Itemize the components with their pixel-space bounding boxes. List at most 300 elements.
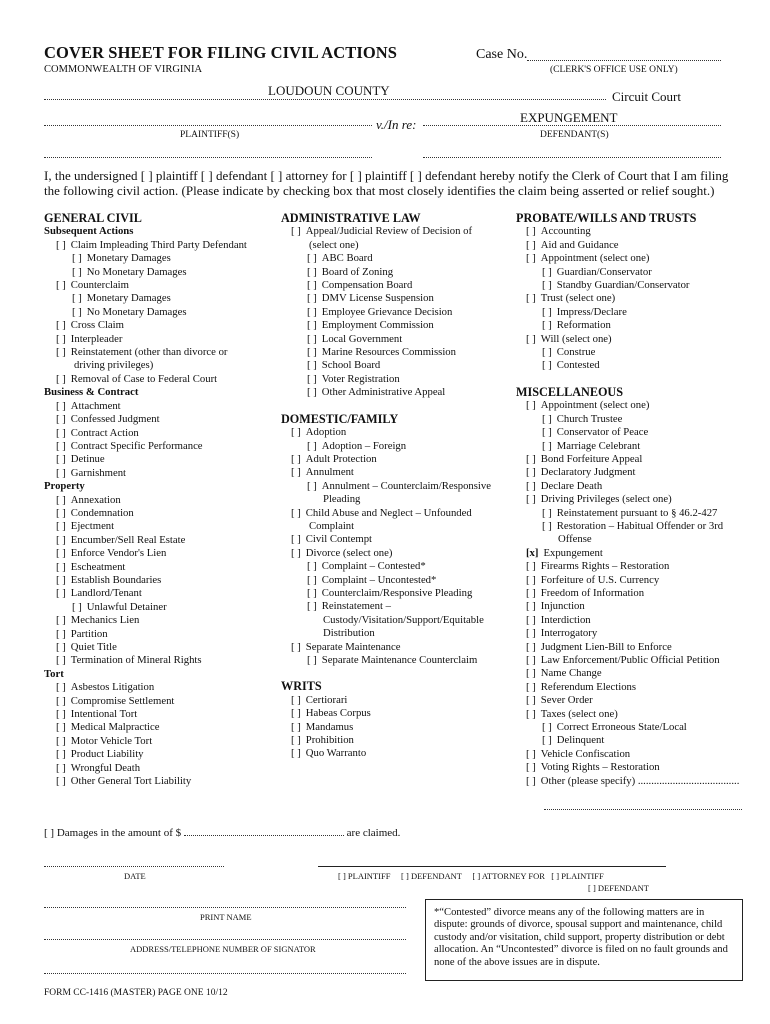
checkbox[interactable]: [ ] [56, 775, 66, 788]
checkbox-option[interactable] [281, 600, 516, 613]
checkbox-option[interactable] [516, 694, 751, 707]
option-label: Custody/Visitation/Support/Equitable [323, 613, 484, 626]
section-heading: MISCELLANEOUS [516, 384, 624, 399]
option-label: Counterclaim [70, 279, 129, 292]
checkbox[interactable]: [ ] [526, 680, 536, 693]
checkbox-option[interactable] [44, 239, 274, 252]
checkbox-option[interactable] [44, 440, 274, 453]
checkbox-option[interactable] [516, 507, 751, 520]
checkbox[interactable]: [ ] [542, 426, 552, 439]
checkbox[interactable]: [ ] [307, 332, 317, 345]
checkbox[interactable]: [ ] [56, 761, 66, 774]
option-continuation [44, 359, 274, 372]
checkbox[interactable]: [ ] [542, 519, 552, 532]
damages-amount-field[interactable] [184, 835, 344, 836]
checkbox[interactable]: [ ] [56, 453, 66, 466]
checkbox-option[interactable] [281, 734, 516, 747]
checkbox-option[interactable] [44, 641, 274, 654]
option-label: Vehicle Confiscation [540, 747, 631, 760]
option-label: Establish Boundaries [70, 573, 162, 586]
option-label: School Board [321, 359, 381, 372]
checkbox-option[interactable] [516, 547, 751, 560]
checkbox-option[interactable] [281, 386, 516, 399]
checkbox-option[interactable] [44, 762, 274, 775]
option-label: Reinstatement – [321, 600, 391, 613]
checkbox-option[interactable] [281, 694, 516, 707]
checkbox[interactable]: [ ] [307, 346, 317, 359]
checkbox[interactable]: [ ] [542, 319, 552, 332]
checkbox-option[interactable] [516, 346, 751, 359]
checkbox[interactable]: [ ] [307, 372, 317, 385]
checkbox[interactable]: [ ] [56, 748, 66, 761]
checkbox[interactable]: [ ] [291, 225, 301, 238]
option-label: Prohibition [305, 734, 354, 747]
checkbox[interactable]: [ ] [72, 292, 82, 305]
checkbox[interactable]: [ ] [72, 600, 82, 613]
plaintiff-field[interactable] [44, 125, 372, 126]
checkbox-option[interactable] [516, 748, 751, 761]
checkbox[interactable]: [ ] [307, 386, 317, 399]
checkbox-option[interactable] [44, 748, 274, 761]
checkbox-option[interactable] [516, 520, 751, 533]
checkbox-option[interactable] [281, 574, 516, 587]
option-label: Reinstatement (other than divorce or [70, 346, 228, 359]
option-label: Confessed Judgment [70, 413, 160, 426]
checkbox[interactable]: [ ] [307, 319, 317, 332]
option-label: Other Administrative Appeal [321, 386, 446, 399]
option-label: Attachment [70, 399, 121, 412]
option-label: Board of Zoning [321, 265, 394, 278]
checkbox[interactable]: [ ] [56, 681, 66, 694]
option-label: No Monetary Damages [86, 265, 187, 278]
checkbox-option[interactable] [44, 520, 274, 533]
option-label: Construe [556, 346, 596, 359]
checkbox-option[interactable] [44, 735, 274, 748]
checkbox[interactable]: [ ] [526, 694, 536, 707]
checkbox[interactable]: [ ] [291, 546, 301, 559]
subsection-heading: Tort [44, 667, 64, 680]
checkbox-option[interactable] [516, 560, 751, 573]
checkbox-option[interactable] [516, 239, 751, 252]
checkbox[interactable]: [ ] [526, 586, 536, 599]
checkbox-option[interactable] [516, 667, 751, 680]
checkbox-option[interactable] [44, 775, 274, 788]
checkbox[interactable]: [ ] [542, 346, 552, 359]
checkbox[interactable]: [ ] [56, 520, 66, 533]
checkbox-option[interactable] [516, 600, 751, 613]
checkbox[interactable]: [ ] [307, 359, 317, 372]
option-label: No Monetary Damages [86, 305, 187, 318]
option-label: Bond Forfeiture Appeal [540, 452, 643, 465]
checkbox[interactable]: [ ] [291, 506, 301, 519]
option-label: Marine Resources Commission [321, 346, 456, 359]
checkbox[interactable]: [ ] [72, 305, 82, 318]
checkbox[interactable]: [ ] [56, 734, 66, 747]
checkbox[interactable]: [ ] [56, 238, 66, 251]
checkbox-option[interactable] [281, 747, 516, 760]
checkbox[interactable]: [ ] [526, 640, 536, 653]
checkbox-option[interactable] [44, 400, 274, 413]
section-heading: DOMESTIC/FAMILY [281, 411, 399, 426]
checkbox[interactable]: [ ] [542, 439, 552, 452]
checkbox[interactable]: [ ] [542, 359, 552, 372]
checkbox[interactable]: [ ] [307, 479, 317, 492]
checkbox-option[interactable] [281, 707, 516, 720]
checkbox[interactable]: [ ] [56, 547, 66, 560]
checkbox-option[interactable] [44, 695, 274, 708]
checkbox[interactable]: [ ] [307, 586, 317, 599]
option-label: Compensation Board [321, 279, 413, 292]
checkbox-option[interactable] [44, 333, 274, 346]
checkbox-option[interactable] [281, 359, 516, 372]
option-label: Name Change [540, 667, 602, 680]
option-label: Delinquent [556, 734, 605, 747]
checkbox[interactable]: [ ] [56, 413, 66, 426]
checkbox-option[interactable] [516, 359, 751, 372]
option-label: Driving Privileges (select one) [540, 493, 672, 506]
checkbox-option[interactable] [516, 761, 751, 774]
checkbox-option[interactable] [281, 547, 516, 560]
option-label: Complaint – Uncontested* [321, 573, 437, 586]
checkbox[interactable]: [ ] [291, 693, 301, 706]
checkbox[interactable]: [ ] [526, 707, 536, 720]
option-label: Divorce (select one) [305, 546, 393, 559]
checkbox-option[interactable] [44, 587, 274, 600]
checkbox[interactable]: [ ] [307, 265, 317, 278]
probate-column [516, 212, 751, 788]
option-label: Pleading [323, 493, 361, 506]
checkbox[interactable]: [ ] [526, 225, 536, 238]
checkbox-option[interactable] [281, 306, 516, 319]
checkbox-option[interactable] [281, 346, 516, 359]
role-options[interactable]: [ ] PLAINTIFF [ ] DEFENDANT [ ] ATTORNEY FOR [ ] PLAINTIFF [338, 871, 604, 881]
checkbox[interactable]: [ ] [526, 238, 536, 251]
checkbox-option[interactable] [281, 721, 516, 734]
checkbox-option[interactable] [281, 373, 516, 386]
checkbox-option[interactable] [516, 225, 751, 238]
checked-checkbox[interactable]: [x] [526, 546, 539, 559]
option-label: Impress/Declare [556, 305, 627, 318]
checkbox-option[interactable] [281, 292, 516, 305]
checkbox[interactable]: [ ] [56, 614, 66, 627]
checkbox-option[interactable] [44, 319, 274, 332]
checkbox-option[interactable] [516, 319, 751, 332]
checkbox-option[interactable] [44, 721, 274, 734]
form-title: COVER SHEET FOR FILING CIVIL ACTIONS [44, 43, 398, 62]
checkbox[interactable]: [ ] [56, 372, 66, 385]
checkbox-option[interactable] [281, 654, 516, 667]
checkbox[interactable]: [ ] [307, 252, 317, 265]
other-specify-field-2[interactable] [544, 809, 742, 810]
checkbox-option[interactable] [516, 266, 751, 279]
checkbox[interactable]: [ ] [56, 694, 66, 707]
checkbox-option[interactable] [44, 252, 274, 265]
checkbox[interactable]: [ ] [526, 761, 536, 774]
checkbox-option[interactable] [281, 466, 516, 479]
checkbox-option[interactable] [44, 453, 274, 466]
checkbox-option[interactable] [44, 708, 274, 721]
checkbox-option[interactable] [44, 547, 274, 560]
checkbox-option[interactable] [516, 453, 751, 466]
checkbox-option[interactable] [44, 601, 274, 614]
checkbox-option[interactable] [516, 721, 751, 734]
checkbox[interactable]: [ ] [526, 600, 536, 613]
checkbox[interactable]: [ ] [307, 560, 317, 573]
checkbox-option[interactable] [44, 654, 274, 667]
checkbox-option[interactable] [281, 507, 516, 520]
checkbox-option[interactable] [44, 266, 274, 279]
checkbox[interactable]: [ ] [307, 654, 317, 666]
option-label: ABC Board [321, 252, 373, 265]
checkbox[interactable]: [ ] [56, 319, 66, 332]
signature-line[interactable] [318, 866, 666, 867]
checkbox-option[interactable] [516, 775, 751, 788]
checkbox[interactable]: [ ] [526, 747, 536, 760]
option-label: Trust (select one) [540, 292, 616, 305]
checkbox-option[interactable] [281, 641, 516, 654]
checkbox-option[interactable] [44, 306, 274, 319]
checkbox[interactable]: [ ] [542, 721, 552, 734]
option-label: Counterclaim/Responsive Pleading [321, 586, 473, 599]
checkbox-option[interactable] [44, 346, 274, 359]
checkbox-option[interactable] [281, 426, 516, 439]
checkbox-option[interactable] [516, 493, 751, 506]
checkbox-option[interactable] [44, 561, 274, 574]
checkbox[interactable]: [ ] [291, 533, 301, 546]
checkbox-option[interactable] [44, 413, 274, 426]
date-label: DATE [124, 871, 146, 881]
checkbox-option[interactable] [44, 427, 274, 440]
checkbox[interactable]: [ ] [526, 627, 536, 640]
option-label: Certiorari [305, 693, 348, 706]
checkbox[interactable]: [ ] [291, 720, 301, 733]
checkbox[interactable]: [ ] [56, 346, 66, 359]
checkbox-option[interactable] [281, 587, 516, 600]
checkbox-option[interactable] [281, 266, 516, 279]
option-label: Quiet Title [70, 641, 117, 653]
checkbox[interactable]: [ ] [542, 279, 552, 292]
checkbox[interactable]: [ ] [526, 292, 536, 305]
option-label: Marriage Celebrant [556, 439, 641, 452]
checkbox-option[interactable] [516, 306, 751, 319]
checkbox-option[interactable] [516, 614, 751, 627]
checkbox-option[interactable] [44, 574, 274, 587]
defendant-value: EXPUNGEMENT [520, 110, 618, 125]
checkbox-option[interactable] [44, 681, 274, 694]
checkbox[interactable]: [ ] [526, 667, 536, 680]
checkbox-option[interactable] [516, 252, 751, 265]
plaintiff-field-2[interactable] [44, 157, 372, 158]
checkbox-option[interactable] [281, 440, 516, 453]
date-field[interactable] [44, 866, 224, 867]
case-number-field[interactable] [527, 60, 721, 61]
checkbox-option[interactable] [44, 628, 274, 641]
county-field[interactable] [44, 99, 606, 100]
checkbox-option[interactable] [44, 494, 274, 507]
checkbox-option[interactable] [281, 560, 516, 573]
checkbox[interactable]: [ ] [56, 332, 66, 345]
checkbox[interactable]: [ ] [291, 466, 301, 479]
subsection-heading: Subsequent Actions [44, 225, 134, 238]
option-label: Expungement [543, 546, 603, 559]
address-field-2[interactable] [44, 973, 406, 974]
address-field[interactable] [44, 939, 406, 940]
checkbox[interactable]: [ ] [307, 600, 317, 613]
checkbox-option[interactable] [281, 279, 516, 292]
option-label: Offense [558, 533, 592, 546]
checkbox-option[interactable] [281, 252, 516, 265]
checkbox[interactable]: [ ] [526, 493, 536, 506]
checkbox[interactable]: [ ] [56, 399, 66, 412]
print-name-field[interactable] [44, 907, 406, 908]
administrative-law-column [281, 212, 516, 761]
checkbox[interactable]: [ ] [307, 573, 317, 586]
checkbox-option[interactable] [281, 453, 516, 466]
checkbox-option[interactable] [516, 466, 751, 479]
option-label: Claim Impleading Third Party Defendant [70, 238, 247, 251]
checkbox-option[interactable] [281, 225, 516, 238]
checkbox[interactable]: [ ] [56, 493, 66, 506]
contested-divorce-note: *“Contested” divorce means any of the following matters are in dispute: grounds of divorce, spousal support and maintenance, child custody and/or visitation, child support, property distribution or debt allocation. An “Uncontested” divorce is filed on no fault grounds and none of the above issues are in dispute. [425, 899, 743, 981]
checkbox[interactable]: [ ] [56, 279, 66, 292]
checkbox[interactable]: [ ] [56, 587, 66, 600]
general-civil-column [44, 212, 274, 788]
checkbox[interactable]: [ ] [526, 399, 536, 412]
checkbox[interactable]: [ ] [526, 452, 536, 465]
checkbox[interactable]: [ ] [291, 452, 301, 465]
checkbox[interactable]: [ ] [56, 708, 66, 721]
checkbox-option[interactable] [516, 399, 751, 412]
checkbox-option[interactable] [44, 373, 274, 386]
checkbox[interactable]: [ ] [56, 439, 66, 452]
checkbox[interactable]: [ ] [542, 265, 552, 278]
option-label: Declare Death [540, 479, 603, 492]
checkbox[interactable]: [ ] [542, 412, 552, 425]
checkbox[interactable]: [ ] [526, 613, 536, 626]
checkbox[interactable]: [ ] [526, 466, 536, 479]
defendant-field[interactable] [423, 125, 721, 126]
checkbox[interactable]: [ ] [56, 560, 66, 573]
checkbox[interactable]: [ ] [542, 305, 552, 318]
checkbox[interactable]: [ ] [56, 573, 66, 586]
checkbox-option[interactable] [44, 467, 274, 480]
checkbox-option[interactable] [44, 507, 274, 520]
checkbox-option[interactable] [516, 627, 751, 640]
checkbox[interactable]: [ ] [56, 721, 66, 734]
checkbox[interactable]: [ ] [526, 252, 536, 265]
checkbox[interactable]: [ ] [72, 265, 82, 278]
checkbox-option[interactable] [516, 480, 751, 493]
checkbox-option[interactable] [516, 292, 751, 305]
checkbox-option[interactable] [516, 654, 751, 667]
option-label: Cross Claim [70, 319, 124, 332]
option-label: Annulment [305, 466, 354, 479]
checkbox-option[interactable] [281, 319, 516, 332]
checkbox-option[interactable] [516, 681, 751, 694]
option-label: Appointment (select one) [540, 399, 650, 412]
checkbox-option[interactable] [281, 480, 516, 493]
checkbox[interactable]: [ ] [307, 292, 317, 305]
case-number-label: Case No. [476, 47, 528, 62]
checkbox[interactable]: [ ] [56, 641, 66, 653]
checkbox[interactable]: [ ] [291, 640, 301, 653]
checkbox[interactable]: [ ] [526, 332, 536, 345]
checkbox-option[interactable] [281, 333, 516, 346]
checkbox-option[interactable] [516, 587, 751, 600]
administrative-law-heading: ADMINISTRATIVE LAW [281, 211, 421, 225]
checkbox-option[interactable] [516, 413, 751, 426]
checkbox[interactable]: [ ] [526, 654, 536, 666]
option-label: Judgment Lien-Bill to Enforce [540, 640, 672, 653]
checkbox[interactable]: [ ] [307, 279, 317, 292]
checkbox-option[interactable] [516, 641, 751, 654]
checkbox[interactable]: [ ] [291, 747, 301, 760]
option-label: Asbestos Litigation [70, 681, 155, 694]
option-label: Detinue [70, 453, 105, 466]
checkbox[interactable]: [ ] [56, 426, 66, 439]
role-defendant-option[interactable]: [ ] DEFENDANT [588, 883, 649, 893]
defendant-field-2[interactable] [423, 157, 721, 158]
commonwealth-label: COMMONWEALTH OF VIRGINIA [44, 64, 203, 75]
option-continuation [281, 627, 516, 640]
option-label: Complaint [309, 519, 355, 532]
section-spacer [516, 373, 751, 386]
option-label: Interpleader [70, 332, 123, 345]
option-label: Injunction [540, 600, 585, 613]
checkbox[interactable]: [ ] [291, 426, 301, 439]
checkbox-option[interactable] [44, 534, 274, 547]
option-label: Voting Rights – Restoration [540, 761, 660, 774]
checkbox[interactable]: [ ] [307, 305, 317, 318]
checkbox[interactable]: [ ] [526, 573, 536, 586]
option-label: Garnishment [70, 466, 127, 479]
section-spacer [281, 400, 516, 413]
checkbox[interactable]: [ ] [56, 627, 66, 640]
option-label: Adoption [305, 426, 347, 439]
checkbox[interactable]: [ ] [526, 774, 536, 787]
checkbox-option[interactable] [516, 426, 751, 439]
checkbox[interactable]: [ ] [291, 707, 301, 720]
checkbox[interactable]: [ ] [56, 533, 66, 546]
option-label: Unlawful Detainer [86, 600, 167, 613]
checkbox[interactable]: [ ] [56, 654, 66, 667]
checkbox[interactable]: [ ] [56, 466, 66, 479]
checkbox[interactable]: [ ] [72, 252, 82, 265]
checkbox-option[interactable] [516, 574, 751, 587]
checkbox[interactable]: [ ] [526, 479, 536, 492]
checkbox[interactable]: [ ] [291, 734, 301, 747]
court-label: Circuit Court [612, 89, 681, 104]
checkbox[interactable]: [ ] [56, 506, 66, 519]
checkbox-option[interactable] [516, 734, 751, 747]
option-label: Employment Commission [321, 319, 434, 332]
checkbox-option[interactable] [516, 279, 751, 292]
checkbox-option[interactable] [281, 533, 516, 546]
checkbox[interactable]: [ ] [526, 560, 536, 573]
option-label: Adoption – Foreign [321, 439, 407, 452]
checkbox-option[interactable] [516, 440, 751, 453]
option-label: Landlord/Tenant [70, 587, 142, 600]
checkbox-option[interactable] [44, 614, 274, 627]
checkbox[interactable]: [ ] [542, 734, 552, 747]
option-label: Standby Guardian/Conservator [556, 279, 690, 292]
checkbox-option[interactable] [516, 333, 751, 346]
checkbox-option[interactable] [516, 708, 751, 721]
checkbox[interactable]: [ ] [307, 439, 317, 452]
checkbox[interactable]: [ ] [542, 506, 552, 519]
checkbox-option[interactable] [44, 279, 274, 292]
checkbox-option[interactable] [44, 292, 274, 305]
